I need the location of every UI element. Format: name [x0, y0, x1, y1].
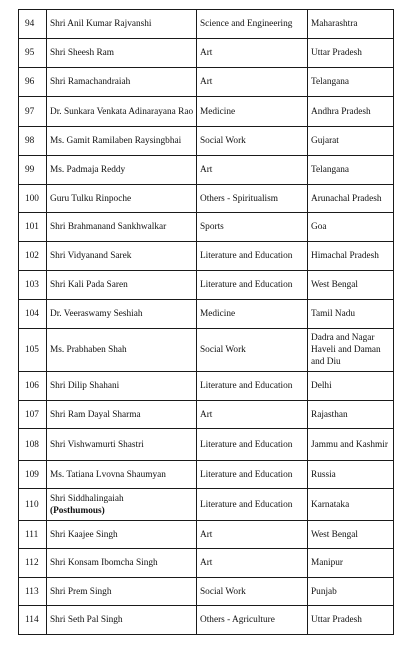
awardee-name: Dr. Sunkara Venkata Adinarayana Rao: [50, 106, 194, 117]
awardee-name-cell: [47, 156, 197, 185]
awardee-name-cell: [47, 461, 197, 489]
serial-number-cell: 108: [19, 429, 47, 461]
serial-number-cell: 105: [19, 329, 47, 372]
serial-number-cell: 109: [19, 461, 47, 489]
awardee-name-cell: [47, 68, 197, 97]
field-cell: Literature and Education: [197, 242, 308, 271]
awardee-name: Shri Konsam Ibomcha Singh: [50, 558, 158, 568]
serial-number-cell: 103: [19, 271, 47, 300]
awardee-name-cell: [47, 372, 197, 401]
field-cell: Literature and Education: [197, 429, 308, 461]
awardee-name-cell: [47, 127, 197, 156]
field-cell: Art: [197, 156, 308, 185]
awardee-name-cell: [47, 401, 197, 429]
serial-number-cell: 101: [19, 213, 47, 242]
awardee-name-cell: [47, 578, 197, 606]
serial-number-cell: 111: [19, 521, 47, 549]
table-row: [19, 271, 394, 300]
awardee-name: Shri Sheesh Ram: [50, 48, 115, 58]
awardee-name: Shri Vidyanand Sarek: [50, 251, 132, 261]
serial-number-cell: 98: [19, 127, 47, 156]
awardee-name: Ms. Prabhaben Shah: [50, 345, 127, 355]
awardee-name: Shri Vishwamurti Shastri: [50, 439, 144, 450]
field-cell: Art: [197, 401, 308, 429]
table-row: [19, 242, 394, 271]
table-row: [19, 578, 394, 606]
awardee-name: Shri Prem Singh: [50, 586, 112, 597]
table-row: [19, 300, 394, 329]
state-cell: Uttar Pradesh: [308, 606, 394, 635]
state-cell: Russia: [308, 461, 394, 489]
serial-number-cell: 106: [19, 372, 47, 401]
awardee-name: Guru Tulku Rinpoche: [50, 193, 132, 204]
field-cell: Social Work: [197, 329, 308, 372]
serial-number-cell: 114: [19, 606, 47, 635]
serial-number-cell: 112: [19, 549, 47, 578]
awardees-table: [18, 9, 394, 635]
table-row: [19, 68, 394, 97]
field-cell: Sports: [197, 213, 308, 242]
field-cell: Art: [197, 549, 308, 578]
field-cell: Art: [197, 39, 308, 68]
awardee-name: Shri Seth Pal Singh: [50, 615, 123, 625]
awardee-name: Shri Kaajee Singh: [50, 529, 118, 540]
serial-number-cell: 113: [19, 578, 47, 606]
serial-number-cell: 97: [19, 97, 47, 127]
table-row: [19, 461, 394, 489]
state-cell: Telangana: [308, 68, 394, 97]
field-cell: Literature and Education: [197, 461, 308, 489]
state-cell: Gujarat: [308, 127, 394, 156]
awardee-name-cell: [47, 521, 197, 549]
state-cell: Punjab: [308, 578, 394, 606]
field-cell: Others - Agriculture: [197, 606, 308, 635]
table-row: [19, 127, 394, 156]
awardee-name: Shri Anil Kumar Rajvanshi: [50, 19, 152, 29]
awardee-name: Ms. Padmaja Reddy: [50, 165, 126, 175]
awardee-name: Shri Brahmanand Sankhwalkar: [50, 222, 167, 232]
awardee-name-cell: [47, 242, 197, 271]
field-cell: Others - Spiritualism: [197, 185, 308, 213]
awardee-name-cell: [47, 606, 197, 635]
awardee-name: Shri Ramachandraiah: [50, 77, 131, 87]
serial-number-cell: 95: [19, 39, 47, 68]
table-row: [19, 39, 394, 68]
state-cell: Tamil Nadu: [308, 300, 394, 329]
field-cell: Literature and Education: [197, 271, 308, 300]
field-cell: Literature and Education: [197, 372, 308, 401]
state-cell: Delhi: [308, 372, 394, 401]
state-cell: Jammu and Kashmir: [308, 429, 394, 461]
table-row: [19, 429, 394, 461]
field-cell: Medicine: [197, 300, 308, 329]
awardee-name-cell: [47, 213, 197, 242]
serial-number-cell: 102: [19, 242, 47, 271]
serial-number-cell: 110: [19, 489, 47, 521]
serial-number-cell: 96: [19, 68, 47, 97]
state-cell: Andhra Pradesh: [308, 97, 394, 127]
awardee-name-cell: [47, 429, 197, 461]
serial-number-cell: 100: [19, 185, 47, 213]
table-row: [19, 156, 394, 185]
awardee-name: Shri Dilip Shahani: [50, 381, 120, 391]
state-cell: West Bengal: [308, 271, 394, 300]
state-cell: Telangana: [308, 156, 394, 185]
awardee-name-cell: [47, 549, 197, 578]
table-row: [19, 521, 394, 549]
awardee-name-cell: [47, 489, 197, 521]
state-cell: Uttar Pradesh: [308, 39, 394, 68]
awardees-table-body: [19, 10, 394, 635]
awardee-name-cell: [47, 185, 197, 213]
field-cell: Science and Engineering: [197, 10, 308, 39]
table-row: [19, 401, 394, 429]
table-row: [19, 213, 394, 242]
awardee-name: Ms. Gamit Ramilaben Raysingbhai: [50, 136, 182, 146]
state-cell: Karnataka: [308, 489, 394, 521]
awardee-name-cell: [47, 329, 197, 372]
table-row: [19, 185, 394, 213]
table-row: [19, 329, 394, 372]
awardee-name-cell: [47, 10, 197, 39]
table-row: [19, 489, 394, 521]
field-cell: Literature and Education: [197, 489, 308, 521]
awardee-name-cell: [47, 300, 197, 329]
awardee-name-cell: [47, 39, 197, 68]
serial-number-cell: 107: [19, 401, 47, 429]
state-cell: Manipur: [308, 549, 394, 578]
table-row: [19, 606, 394, 635]
field-cell: Medicine: [197, 97, 308, 127]
table-row: [19, 549, 394, 578]
field-cell: Social Work: [197, 127, 308, 156]
serial-number-cell: 104: [19, 300, 47, 329]
state-cell: Arunachal Pradesh: [308, 185, 394, 213]
serial-number-cell: 94: [19, 10, 47, 39]
posthumous-note: (Posthumous): [50, 505, 105, 516]
awardee-name-cell: [47, 271, 197, 300]
state-cell: Himachal Pradesh: [308, 242, 394, 271]
serial-number-cell: 99: [19, 156, 47, 185]
awardee-name-cell: [47, 97, 197, 127]
table-row: [19, 97, 394, 127]
state-cell: Maharashtra: [308, 10, 394, 39]
awardee-name: Shri Siddhalingaiah: [50, 493, 124, 504]
table-row: [19, 372, 394, 401]
awardee-name: Dr. Veeraswamy Seshiah: [50, 309, 143, 319]
table-row: [19, 10, 394, 39]
field-cell: Art: [197, 521, 308, 549]
awardee-name: Ms. Tatiana Lvovna Shaumyan: [50, 469, 166, 480]
field-cell: Social Work: [197, 578, 308, 606]
awardee-name: Shri Kali Pada Saren: [50, 280, 128, 290]
awardee-name: Shri Ram Dayal Sharma: [50, 409, 141, 420]
state-cell: Dadra and Nagar Haveli and Daman and Diu: [308, 329, 394, 372]
state-cell: Goa: [308, 213, 394, 242]
state-cell: West Bengal: [308, 521, 394, 549]
state-cell: Rajasthan: [308, 401, 394, 429]
field-cell: Art: [197, 68, 308, 97]
